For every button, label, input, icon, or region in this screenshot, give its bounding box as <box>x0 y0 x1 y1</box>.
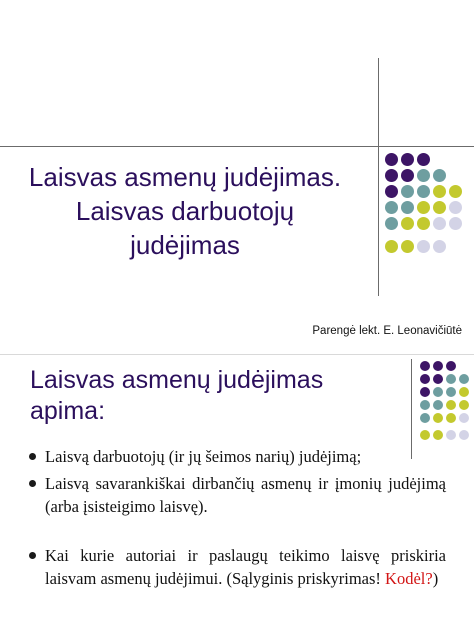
decorative-dot <box>446 387 456 397</box>
decorative-dot <box>417 169 430 182</box>
decorative-dot <box>449 201 462 214</box>
decorative-dot <box>449 185 462 198</box>
decorative-dot <box>433 217 446 230</box>
bullet-list <box>26 445 446 590</box>
decorative-dot <box>417 201 430 214</box>
decorative-dot <box>433 201 446 214</box>
decorative-dot <box>433 413 443 423</box>
decorative-dot <box>401 169 414 182</box>
decorative-dot <box>401 201 414 214</box>
decorative-dot <box>420 387 430 397</box>
bullet-item <box>26 445 446 468</box>
decorative-dot <box>433 169 446 182</box>
bullet-icon <box>29 480 36 487</box>
decorative-dot <box>420 374 430 384</box>
decorative-dot <box>417 185 430 198</box>
decorative-dot <box>385 201 398 214</box>
decorative-dot <box>385 169 398 182</box>
decorative-dot <box>401 240 414 253</box>
vertical-rule <box>411 359 412 459</box>
decorative-dot <box>459 413 469 423</box>
author-line: Parengė lekt. E. Leonavičiūtė <box>312 325 462 337</box>
decorative-dot <box>446 374 456 384</box>
decorative-dot <box>446 400 456 410</box>
decorative-dot <box>420 413 430 423</box>
bullet-text: Laisvą savarankiškai dirbančių asmenų ir įmonių judėjimą (arba įsisteigimo laisvę). <box>45 474 446 516</box>
horizontal-rule <box>0 146 474 147</box>
bullet-text: Laisvą darbuotojų (ir jų šeimos narių) judėjimą; <box>45 447 362 466</box>
bullet-text: Kai kurie autoriai ir paslaugų teikimo laisvę priskiria laisvam asmenų judėjimui. (Sąlyginis priskyrimas! <box>45 546 446 588</box>
decorative-dot <box>417 217 430 230</box>
decorative-dot <box>459 400 469 410</box>
decorative-dot <box>446 413 456 423</box>
decorative-dot <box>433 185 446 198</box>
decorative-dot <box>385 153 398 166</box>
bullet-item <box>26 544 446 590</box>
decorative-dot <box>433 361 443 371</box>
decorative-dot <box>459 430 469 440</box>
bullet-icon <box>29 552 36 559</box>
bullet-icon <box>29 453 36 460</box>
content-slide <box>0 355 474 632</box>
decorative-dot <box>385 240 398 253</box>
question-highlight: Kodėl? <box>385 569 433 588</box>
decorative-dot <box>449 217 462 230</box>
vertical-rule <box>378 58 379 296</box>
decorative-dot <box>420 400 430 410</box>
decorative-dot <box>433 374 443 384</box>
decorative-dot <box>420 430 430 440</box>
decorative-dot <box>420 361 430 371</box>
decorative-dot <box>433 387 443 397</box>
decorative-dot <box>401 185 414 198</box>
decorative-dot <box>385 185 398 198</box>
bullet-text-end: ) <box>432 569 439 588</box>
decorative-dot <box>433 240 446 253</box>
decorative-dot <box>446 430 456 440</box>
decorative-dot <box>459 387 469 397</box>
decorative-dot <box>417 240 430 253</box>
slide-title: Laisvas asmenų judėjimas. Laisvas darbuotojų judėjimas <box>28 162 342 260</box>
decorative-dot <box>446 361 456 371</box>
bullet-item <box>26 472 446 518</box>
decorative-dot <box>433 430 443 440</box>
decorative-dot <box>417 153 430 166</box>
decorative-dot <box>433 400 443 410</box>
decorative-dot <box>401 153 414 166</box>
decorative-dot <box>385 217 398 230</box>
decorative-dot <box>459 374 469 384</box>
decorative-dot <box>401 217 414 230</box>
slide-title: Laisvas asmenų judėjimas apima: <box>30 366 324 425</box>
